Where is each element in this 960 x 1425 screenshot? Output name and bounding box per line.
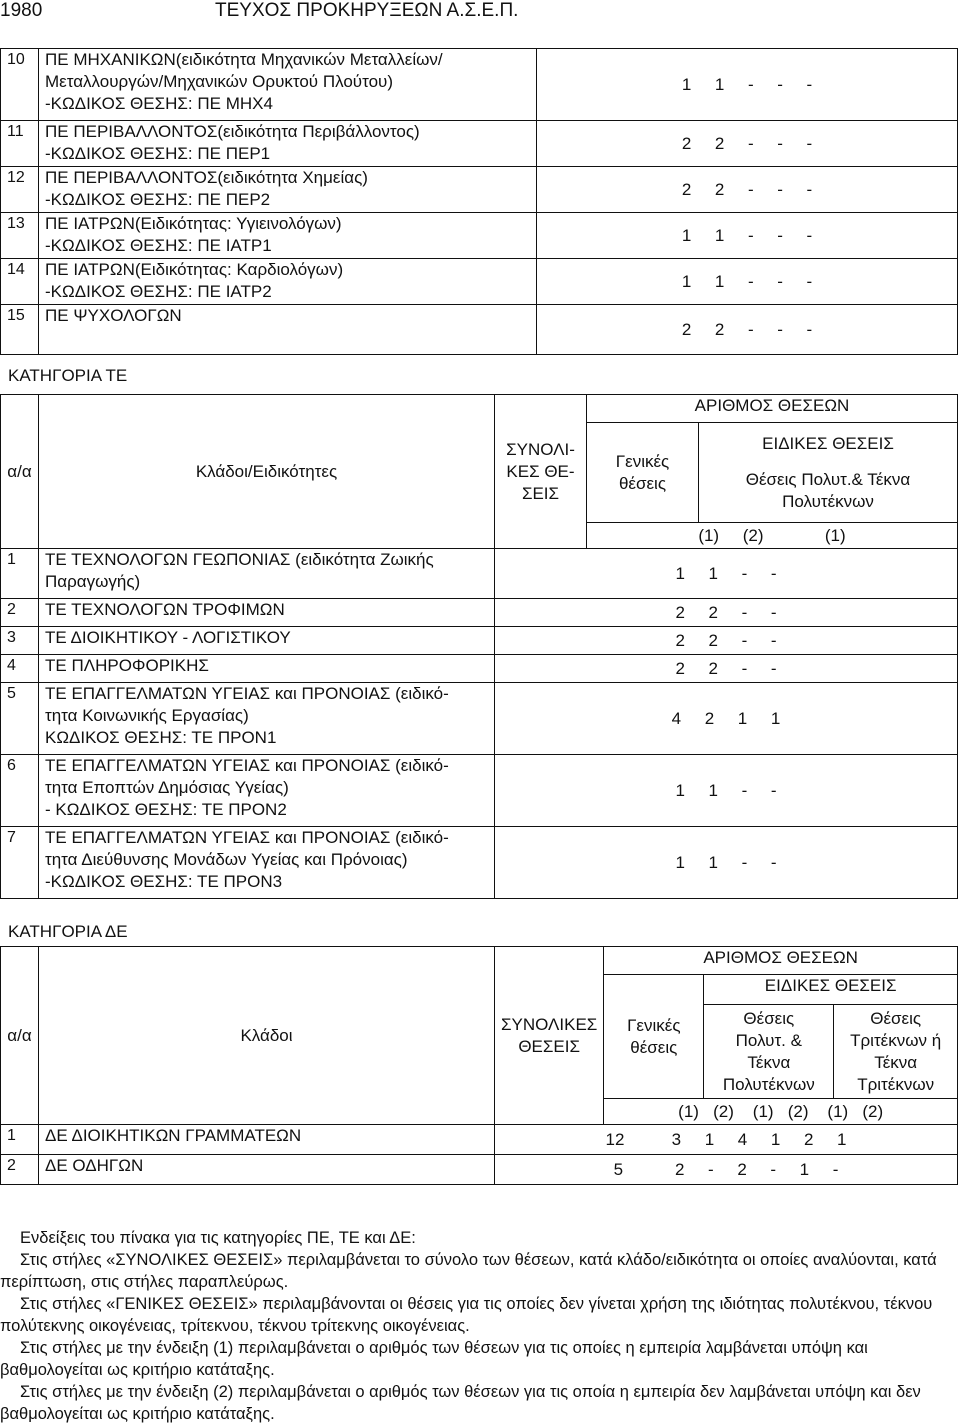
te-header-branch: Κλάδοι/Ειδικότητες	[39, 395, 495, 549]
pe-row-branch	[39, 305, 537, 355]
te-row-values: 4 2 1 1	[495, 683, 958, 755]
te-row-branch-line: ΚΩΔΙΚΟΣ ΘΕΣΗΣ: ΤΕ ΠΡΟΝ1	[45, 728, 277, 747]
te-row-branch-line: - ΚΩΔΙΚΟΣ ΘΕΣΗΣ: ΤΕ ΠΡΟΝ2	[45, 800, 287, 819]
pe-row-branch-line: -ΚΩΔΙΚΟΣ ΘΕΣΗΣ: ΠΕ ΠΕΡ1	[45, 144, 271, 163]
document-title: ΤΕΥΧΟΣ ΠΡΟΚΗΡΥΞΕΩΝ Α.Σ.Ε.Π.	[215, 0, 519, 21]
pe-row	[1, 259, 958, 305]
note-line: Ενδείξεις του πίνακα για τις κατηγορίες ΠΕ, ΤΕ και ΔΕ:	[20, 1229, 416, 1247]
te-row-number: 4	[1, 655, 39, 683]
note-line: Στις στήλες με την ένδειξη (1) περιλαμβάνεται ο αριθμός των θέσεων για τις οποίες η εμπειρία λαμβάνεται υπόψη και βαθμολογείται ως κριτήριο κατάταξης.	[0, 1339, 868, 1379]
de-header-general: Γενικές θέσεις	[604, 975, 704, 1099]
pe-row-values: 2 2 - - -	[537, 167, 958, 213]
de-row-branch: ΔΕ ΔΙΟΙΚΗΤΙΚΩΝ ΓΡΑΜΜΑΤΕΩΝ	[39, 1125, 495, 1155]
page-number: 1980	[0, 0, 43, 21]
de-header-multi-child: Θέσεις Πολυτ. & Τέκνα Πολυτέκνων	[704, 1005, 834, 1099]
te-row-values: 2 2 - -	[495, 627, 958, 655]
pe-row-branch-line: ΠΕ ΠΕΡΙΒΑΛΛΟΝΤΟΣ(ειδικότητα Χημείας)	[45, 168, 368, 187]
te-header-aa: α/α	[1, 395, 39, 549]
pe-row	[1, 305, 958, 355]
pe-row-number: 11	[1, 121, 39, 167]
te-row-branch-line: τητα Εποπτών Δημόσιας Υγείας)	[45, 778, 289, 797]
pe-row-number: 13	[1, 213, 39, 259]
de-table	[0, 946, 958, 1185]
pe-row-values: 1 1 - - -	[537, 213, 958, 259]
te-row	[1, 549, 958, 599]
de-header-branch: Κλάδοι	[39, 947, 495, 1125]
te-row-number: 5	[1, 683, 39, 755]
de-header-count: ΑΡΙΘΜΟΣ ΘΕΣΕΩΝ	[604, 947, 958, 975]
pe-row-branch	[39, 49, 537, 121]
de-header-special: ΕΙΔΙΚΕΣ ΘΕΣΕΙΣ	[704, 975, 958, 1005]
te-row	[1, 655, 958, 683]
te-row	[1, 683, 958, 755]
te-row-branch	[39, 627, 495, 655]
te-row-branch-line: τητα Κοινωνικής Εργασίας)	[45, 706, 249, 725]
pe-row-branch-line: ΠΕ ΨΥΧΟΛΟΓΩΝ	[45, 306, 182, 325]
de-row-number: 1	[1, 1125, 39, 1155]
te-row-values: 2 2 - -	[495, 655, 958, 683]
te-row-branch	[39, 549, 495, 599]
pe-row-values: 1 1 - - -	[537, 259, 958, 305]
pe-table	[0, 48, 958, 355]
te-row-values: 1 1 - -	[495, 827, 958, 899]
te-header-count: ΑΡΙΘΜΟΣ ΘΕΣΕΩΝ	[587, 395, 958, 423]
te-row	[1, 627, 958, 655]
te-row-branch-line: ΤΕ ΤΕΧΝΟΛΟΓΩΝ ΓΕΩΠΟΝΙΑΣ (ειδικότητα Ζωικής	[45, 550, 434, 569]
te-row-branch-line: ΤΕ ΕΠΑΓΓΕΛΜΑΤΩΝ ΥΓΕΙΑΣ και ΠΡΟΝΟΙΑΣ (ειδικό-	[45, 828, 449, 847]
pe-row-branch	[39, 121, 537, 167]
te-row-branch-line: ΤΕ ΕΠΑΓΓΕΛΜΑΤΩΝ ΥΓΕΙΑΣ και ΠΡΟΝΟΙΑΣ (ειδικό-	[45, 756, 449, 775]
te-header-general: Γενικές θέσεις	[587, 423, 699, 523]
note-line: Στις στήλες με την ένδειξη (2) περιλαμβάνεται ο αριθμός των θέσεων για τις οποία η εμπειρία δεν λαμβάνεται υπόψη και δεν βαθμολογείται ως κριτήριο κατάταξης.	[0, 1383, 921, 1423]
pe-row-branch	[39, 167, 537, 213]
te-row-branch-line: ΤΕ ΔΙΟΙΚΗΤΙΚΟΥ - ΛΟΓΙΣΤΙΚΟΥ	[45, 628, 291, 647]
de-header-three-child: Θέσεις Τριτέκνων ή Τέκνα Τριτέκνων	[834, 1005, 958, 1099]
pe-row-branch-line: -ΚΩΔΙΚΟΣ ΘΕΣΗΣ: ΠΕ ΜΗΧ4	[45, 94, 273, 113]
de-row	[1, 1125, 958, 1155]
category-te-title: ΚΑΤΗΓΟΡΙΑ ΤΕ	[8, 366, 128, 385]
te-row-branch	[39, 655, 495, 683]
te-header-codes: (1) (2) (1)	[587, 523, 958, 549]
pe-row-branch-line: -ΚΩΔΙΚΟΣ ΘΕΣΗΣ: ΠΕ ΙΑΤΡ2	[45, 282, 272, 301]
pe-row-values: 2 2 - - -	[537, 305, 958, 355]
te-row-branch-line: τητα Διεύθυνσης Μονάδων Υγείας και Πρόνοιας)	[45, 850, 408, 869]
te-row-values: 1 1 - -	[495, 549, 958, 599]
te-row	[1, 827, 958, 899]
pe-row-branch-line: ΠΕ ΙΑΤΡΩΝ(Ειδικότητας: Καρδιολόγων)	[45, 260, 344, 279]
pe-row-number: 15	[1, 305, 39, 355]
te-row	[1, 599, 958, 627]
te-row-number: 7	[1, 827, 39, 899]
te-row-branch	[39, 755, 495, 827]
de-header-total: ΣΥΝΟΛΙΚΕΣ ΘΕΣΕΙΣ	[495, 947, 604, 1125]
te-header-special: ΕΙΔΙΚΕΣ ΘΕΣΕΙΣ Θέσεις Πολυτ.& Τέκνα Πολυτέκνων	[699, 423, 958, 523]
pe-row-number: 10	[1, 49, 39, 121]
note-line: Στις στήλες «ΓΕΝΙΚΕΣ ΘΕΣΕΙΣ» περιλαμβάνονται οι θέσεις για τις οποίες δεν γίνεται χρήση της ιδιότητας πολυτέκνου, τέκνου πολύτεκνης οικογένειας, τρίτεκνου, τέκνου τρίτεκνης οικογένειας.	[0, 1295, 933, 1335]
te-row-number: 3	[1, 627, 39, 655]
de-row-values: 12 3 1 4 1 2 1	[495, 1125, 958, 1155]
te-row-number: 6	[1, 755, 39, 827]
pe-row-branch-line: ΠΕ ΜΗΧΑΝΙΚΩΝ(ειδικότητα Μηχανικών Μεταλλείων/	[45, 50, 443, 69]
de-header-codes: (1) (2) (1) (2) (1) (2)	[604, 1099, 958, 1125]
pe-row	[1, 121, 958, 167]
de-row-number: 2	[1, 1155, 39, 1185]
pe-row-branch-line: Μεταλλουργών/Μηχανικών Ορυκτού Πλούτου)	[45, 72, 393, 91]
te-row-values: 1 1 - -	[495, 755, 958, 827]
te-row-branch-line: ΤΕ ΠΛΗΡΟΦΟΡΙΚΗΣ	[45, 656, 209, 675]
pe-row-number: 12	[1, 167, 39, 213]
pe-row-branch-line: ΠΕ ΙΑΤΡΩΝ(Ειδικότητας: Υγιεινολόγων)	[45, 214, 342, 233]
te-row-number: 2	[1, 599, 39, 627]
te-row-branch	[39, 599, 495, 627]
category-de-title: ΚΑΤΗΓΟΡΙΑ ΔΕ	[8, 922, 128, 941]
pe-row-number: 14	[1, 259, 39, 305]
te-header-total: ΣΥΝΟΛΙ- ΚΕΣ ΘΕ- ΣΕΙΣ	[495, 395, 587, 549]
te-row-values: 2 2 - -	[495, 599, 958, 627]
pe-row-branch-line: -ΚΩΔΙΚΟΣ ΘΕΣΗΣ: ΠΕ ΙΑΤΡ1	[45, 236, 272, 255]
pe-row-branch-line: -ΚΩΔΙΚΟΣ ΘΕΣΗΣ: ΠΕ ΠΕΡ2	[45, 190, 271, 209]
te-row-branch-line: Παραγωγής)	[45, 572, 141, 591]
te-row-branch-line: ΤΕ ΤΕΧΝΟΛΟΓΩΝ ΤΡΟΦΙΜΩΝ	[45, 600, 285, 619]
pe-row-values: 1 1 - - -	[537, 49, 958, 121]
pe-row	[1, 167, 958, 213]
de-row-branch: ΔΕ ΟΔΗΓΩΝ	[39, 1155, 495, 1185]
pe-row-branch-line: ΠΕ ΠΕΡΙΒΑΛΛΟΝΤΟΣ(ειδικότητα Περιβάλλοντος)	[45, 122, 420, 141]
note-line: Στις στήλες «ΣΥΝΟΛΙΚΕΣ ΘΕΣΕΙΣ» περιλαμβάνεται το σύνολο των θέσεων, κατά κλάδο/ειδικότητα οι οποίες αναλύονται, κατά περίπτωση, στις στήλες παραπλεύρως.	[0, 1251, 937, 1291]
de-row-values: 5 2 - 2 - 1 -	[495, 1155, 958, 1185]
te-row-branch	[39, 683, 495, 755]
pe-row-values: 2 2 - - -	[537, 121, 958, 167]
pe-row	[1, 49, 958, 121]
pe-row-branch	[39, 213, 537, 259]
pe-row	[1, 213, 958, 259]
te-row-branch-line: -ΚΩΔΙΚΟΣ ΘΕΣΗΣ: ΤΕ ΠΡΟΝ3	[45, 872, 283, 891]
pe-row-branch	[39, 259, 537, 305]
te-row	[1, 755, 958, 827]
de-header-aa: α/α	[1, 947, 39, 1125]
notes	[0, 1227, 960, 1425]
te-row-branch	[39, 827, 495, 899]
te-row-number: 1	[1, 549, 39, 599]
de-row	[1, 1155, 958, 1185]
te-table	[0, 394, 958, 899]
te-row-branch-line: ΤΕ ΕΠΑΓΓΕΛΜΑΤΩΝ ΥΓΕΙΑΣ και ΠΡΟΝΟΙΑΣ (ειδικό-	[45, 684, 449, 703]
